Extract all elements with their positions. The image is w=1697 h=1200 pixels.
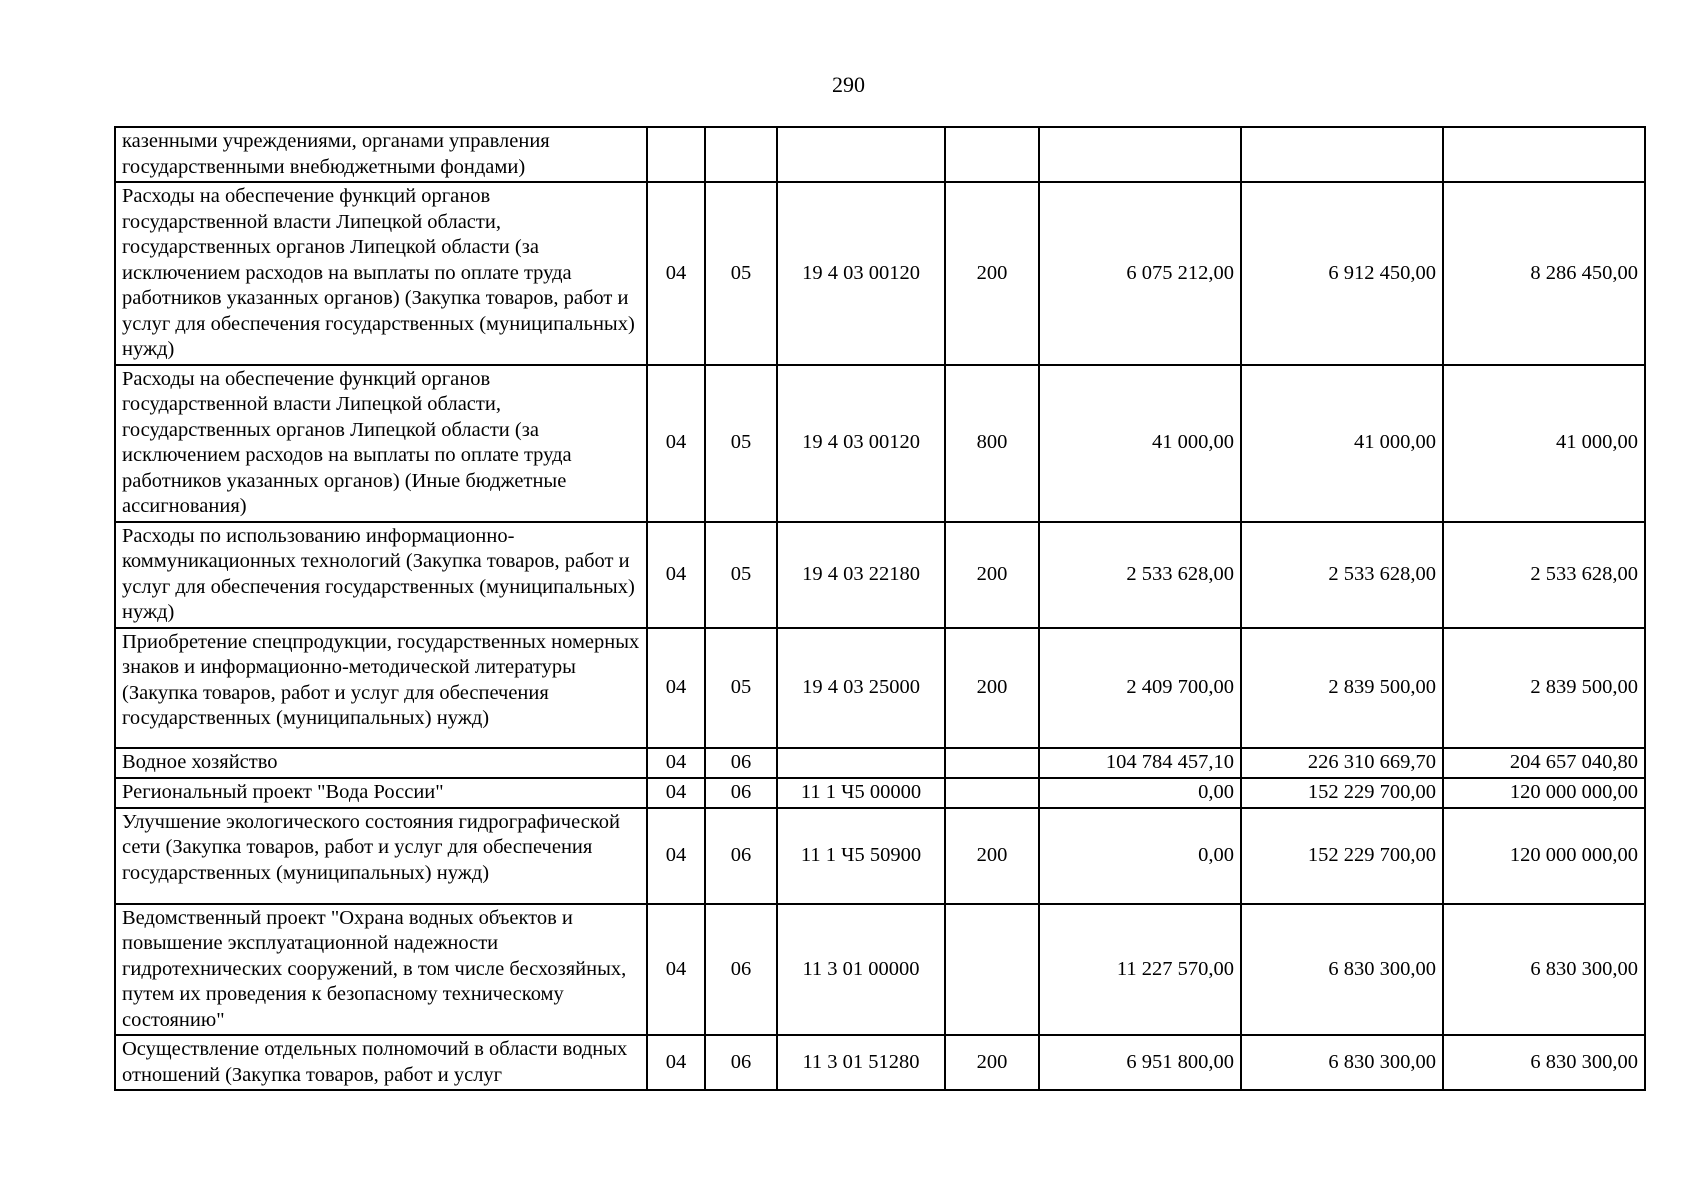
subsection-code-cell: 05 <box>705 628 777 748</box>
table-row <box>115 904 1645 1036</box>
amount-year-2-cell: 2 839 500,00 <box>1241 628 1443 748</box>
expense-type-cell: 200 <box>945 182 1039 365</box>
amount-year-3-cell: 6 830 300,00 <box>1443 1035 1645 1090</box>
section-code-cell <box>647 127 705 182</box>
table-row <box>115 522 1645 628</box>
amount-year-2-cell: 152 229 700,00 <box>1241 808 1443 904</box>
expense-name-cell: Ведомственный проект "Охрана водных объектов и повышение эксплуатационной надежности гидротехнических сооружений, в том числе бесхозяйных, путем их проведения к безопасному техническому состоянию" <box>115 904 647 1036</box>
subsection-code-cell: 06 <box>705 904 777 1036</box>
target-article-cell: 19 4 03 00120 <box>777 182 945 365</box>
amount-year-1-cell: 0,00 <box>1039 808 1241 904</box>
amount-year-1-cell: 2 533 628,00 <box>1039 522 1241 628</box>
amount-year-1-cell: 6 951 800,00 <box>1039 1035 1241 1090</box>
amount-year-3-cell: 2 533 628,00 <box>1443 522 1645 628</box>
amount-year-2-cell: 152 229 700,00 <box>1241 778 1443 808</box>
target-article-cell: 19 4 03 25000 <box>777 628 945 748</box>
expense-name-cell: Региональный проект "Вода России" <box>115 778 647 808</box>
amount-year-3-cell <box>1443 127 1645 182</box>
expense-name-cell: Улучшение экологического состояния гидрографической сети (Закупка товаров, работ и услуг для обеспечения государственных (муниципальных) нужд) <box>115 808 647 904</box>
table-row <box>115 1035 1645 1090</box>
expense-type-cell <box>945 748 1039 778</box>
expense-type-cell: 200 <box>945 1035 1039 1090</box>
expense-type-cell: 200 <box>945 522 1039 628</box>
subsection-code-cell: 06 <box>705 808 777 904</box>
expense-type-cell <box>945 778 1039 808</box>
subsection-code-cell: 05 <box>705 365 777 522</box>
expense-type-cell <box>945 127 1039 182</box>
amount-year-2-cell: 6 830 300,00 <box>1241 1035 1443 1090</box>
amount-year-3-cell: 120 000 000,00 <box>1443 808 1645 904</box>
target-article-cell <box>777 748 945 778</box>
section-code-cell: 04 <box>647 522 705 628</box>
target-article-cell: 11 3 01 51280 <box>777 1035 945 1090</box>
amount-year-1-cell: 6 075 212,00 <box>1039 182 1241 365</box>
amount-year-3-cell: 6 830 300,00 <box>1443 904 1645 1036</box>
section-code-cell: 04 <box>647 748 705 778</box>
table-row <box>115 748 1645 778</box>
section-code-cell: 04 <box>647 1035 705 1090</box>
target-article-cell: 11 1 Ч5 00000 <box>777 778 945 808</box>
section-code-cell: 04 <box>647 778 705 808</box>
target-article-cell: 19 4 03 22180 <box>777 522 945 628</box>
amount-year-1-cell: 41 000,00 <box>1039 365 1241 522</box>
table-row <box>115 628 1645 748</box>
target-article-cell: 11 1 Ч5 50900 <box>777 808 945 904</box>
expense-name-cell: Осуществление отдельных полномочий в области водных отношений (Закупка товаров, работ и услуг <box>115 1035 647 1090</box>
section-code-cell: 04 <box>647 628 705 748</box>
target-article-cell: 11 3 01 00000 <box>777 904 945 1036</box>
subsection-code-cell: 06 <box>705 748 777 778</box>
amount-year-1-cell: 11 227 570,00 <box>1039 904 1241 1036</box>
amount-year-3-cell: 204 657 040,80 <box>1443 748 1645 778</box>
section-code-cell: 04 <box>647 808 705 904</box>
page-number: 290 <box>832 72 865 97</box>
amount-year-1-cell <box>1039 127 1241 182</box>
amount-year-2-cell: 41 000,00 <box>1241 365 1443 522</box>
amount-year-1-cell: 0,00 <box>1039 778 1241 808</box>
table-row <box>115 365 1645 522</box>
amount-year-1-cell: 2 409 700,00 <box>1039 628 1241 748</box>
amount-year-2-cell: 6 830 300,00 <box>1241 904 1443 1036</box>
table-row <box>115 808 1645 904</box>
expense-name-cell: Приобретение спецпродукции, государственных номерных знаков и информационно-методической литературы (Закупка товаров, работ и услуг для обеспечения государственных (муниципальных) нужд) <box>115 628 647 748</box>
subsection-code-cell: 05 <box>705 182 777 365</box>
expense-type-cell: 800 <box>945 365 1039 522</box>
amount-year-2-cell <box>1241 127 1443 182</box>
table-row <box>115 778 1645 808</box>
expense-type-cell <box>945 904 1039 1036</box>
subsection-code-cell <box>705 127 777 182</box>
amount-year-3-cell: 2 839 500,00 <box>1443 628 1645 748</box>
expense-type-cell: 200 <box>945 808 1039 904</box>
budget-table-body <box>115 127 1645 1090</box>
amount-year-2-cell: 6 912 450,00 <box>1241 182 1443 365</box>
table-row <box>115 182 1645 365</box>
expense-name-cell: Расходы по использованию информационно-коммуникационных технологий (Закупка товаров, работ и услуг для обеспечения государственных (муниципальных) нужд) <box>115 522 647 628</box>
expense-name-cell: Водное хозяйство <box>115 748 647 778</box>
target-article-cell <box>777 127 945 182</box>
amount-year-3-cell: 120 000 000,00 <box>1443 778 1645 808</box>
budget-table <box>114 126 1646 1091</box>
amount-year-2-cell: 226 310 669,70 <box>1241 748 1443 778</box>
subsection-code-cell: 05 <box>705 522 777 628</box>
amount-year-3-cell: 41 000,00 <box>1443 365 1645 522</box>
section-code-cell: 04 <box>647 904 705 1036</box>
expense-name-cell: казенными учреждениями, органами управления государственными внебюджетными фондами) <box>115 127 647 182</box>
expense-name-cell: Расходы на обеспечение функций органов государственной власти Липецкой области, государственных органов Липецкой области (за исключением расходов на выплаты по оплате труда работников указанных органов) (Иные бюджетные ассигнования) <box>115 365 647 522</box>
subsection-code-cell: 06 <box>705 1035 777 1090</box>
target-article-cell: 19 4 03 00120 <box>777 365 945 522</box>
amount-year-2-cell: 2 533 628,00 <box>1241 522 1443 628</box>
expense-type-cell: 200 <box>945 628 1039 748</box>
section-code-cell: 04 <box>647 365 705 522</box>
section-code-cell: 04 <box>647 182 705 365</box>
amount-year-3-cell: 8 286 450,00 <box>1443 182 1645 365</box>
table-row <box>115 127 1645 182</box>
subsection-code-cell: 06 <box>705 778 777 808</box>
expense-name-cell: Расходы на обеспечение функций органов государственной власти Липецкой области, государственных органов Липецкой области (за исключением расходов на выплаты по оплате труда работников указанных органов) (Закупка товаров, работ и услуг для обеспечения государственных (муниципальных) нужд) <box>115 182 647 365</box>
amount-year-1-cell: 104 784 457,10 <box>1039 748 1241 778</box>
